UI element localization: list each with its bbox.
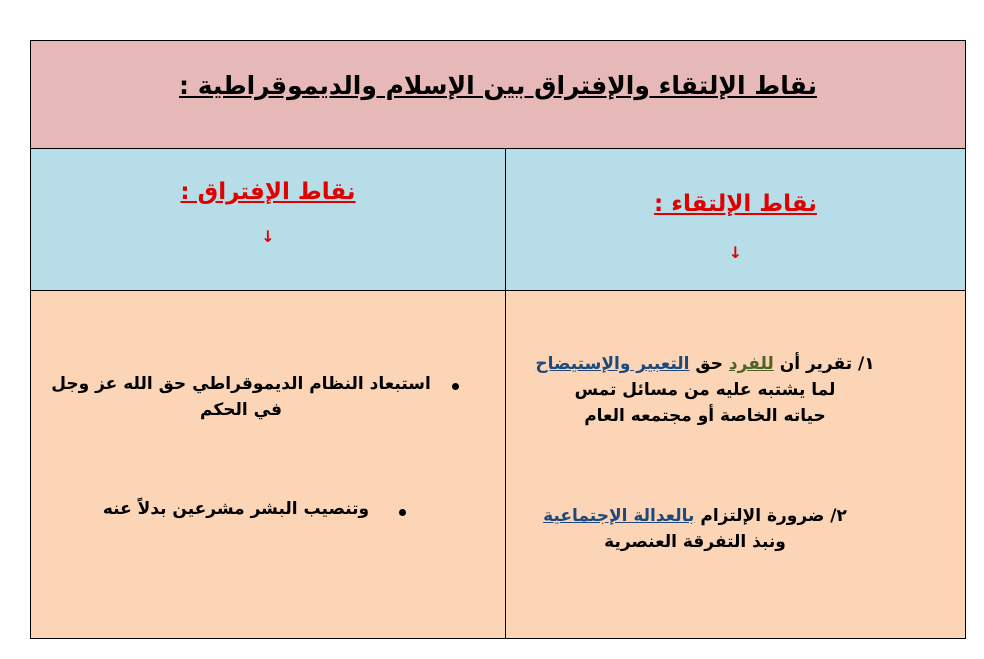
convergence-header-cell — [506, 149, 965, 291]
divergence-arrow-icon: ↓ — [261, 227, 275, 246]
highlight-social-justice: بالعدالة الإجتماعية — [543, 506, 695, 526]
highlight-expression: التعبير والإستيضاح — [535, 354, 690, 374]
convergence-point-1-line3: حياته الخاصة أو مجتمعه العام — [584, 406, 826, 426]
bullet-icon — [452, 383, 459, 390]
divergence-body-cell — [31, 291, 506, 638]
point-text: تقرير أن — [779, 354, 853, 374]
convergence-point-1-line1 — [495, 351, 915, 377]
divergence-point-1-line1: استبعاد النظام الديموقراطي حق الله عز وجل — [51, 374, 431, 394]
point-text: ضرورة الإلتزام — [700, 506, 825, 526]
divergence-header-cell — [31, 149, 506, 291]
convergence-point-2-line1 — [485, 503, 905, 529]
divergence-point-2 — [81, 496, 391, 522]
convergence-point-1 — [495, 351, 915, 429]
highlight-individual: للفرد — [728, 354, 774, 374]
table-title: نقاط الإلتقاء والإفتراق بين الإسلام والديموقراطية : — [179, 71, 817, 100]
divergence-point-1-line2: في الحكم — [200, 400, 282, 420]
title-row — [31, 41, 965, 149]
point-number: ٢/ — [830, 506, 847, 526]
convergence-body-cell — [506, 291, 965, 638]
convergence-point-2-line2: ونبذ التفرقة العنصرية — [604, 532, 786, 552]
divergence-header: نقاط الإفتراق : — [180, 179, 356, 205]
comparison-table — [30, 40, 966, 639]
divergence-point-1 — [41, 371, 441, 423]
point-number: ١/ — [858, 354, 875, 374]
point-text: حق — [695, 354, 723, 374]
bullet-icon — [399, 509, 406, 516]
convergence-header: نقاط الإلتقاء : — [654, 191, 817, 217]
divergence-point-2-line1: وتنصيب البشر مشرعين بدلاً عنه — [102, 499, 370, 519]
convergence-point-1-line2: لما يشتبه عليه من مسائل تمس — [574, 380, 836, 400]
convergence-point-2 — [485, 503, 905, 555]
convergence-arrow-icon: ↓ — [728, 243, 743, 262]
